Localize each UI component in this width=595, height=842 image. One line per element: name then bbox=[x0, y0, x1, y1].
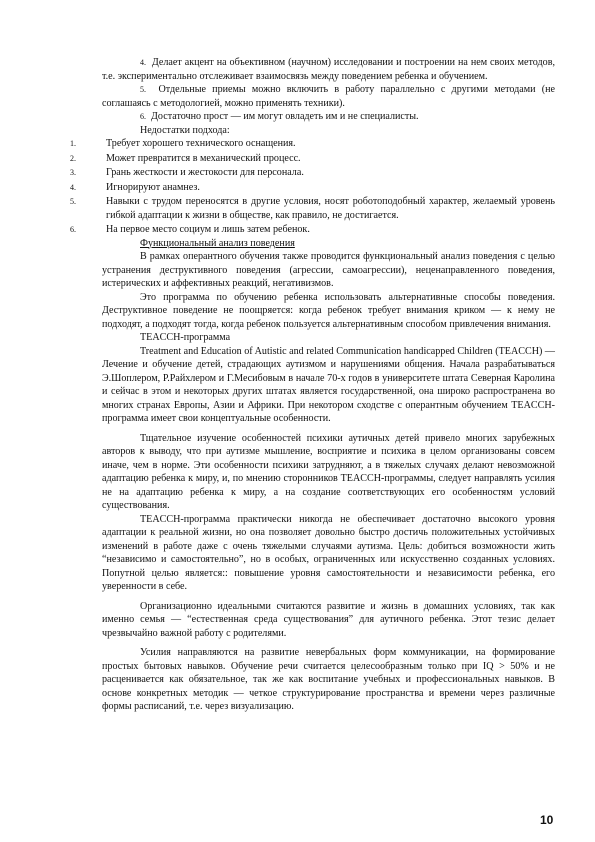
item-text: Навыки с трудом переносятся в другие условия, носят роботоподобный характер, желаемый уровень гибкой адаптации к жизни в обществе, как правило, не достигается. bbox=[106, 196, 555, 221]
list-item bbox=[70, 195, 555, 222]
disadvantages-list bbox=[70, 137, 555, 237]
list-item bbox=[70, 137, 555, 151]
paragraph: Организационно идеальными считаются развитие и жизнь в домашних условиях, так как именно семья — “естественная среда существования” для аутичного ребенка. Этот тезис делает чрезвычайно важной работу с родителями. bbox=[102, 600, 555, 639]
item-text: На первое место социум и лишь затем ребенок. bbox=[106, 224, 310, 235]
item-text: Игнорируют анамнез. bbox=[106, 181, 200, 193]
item-text: Грань жесткости и жестокости для персонала. bbox=[106, 167, 304, 178]
paragraph: В рамках оперантного обучения также проводится функциональный анализ поведения с целью устранения деструктивного поведения (агрессии, самоагрессии), неценаправленного поведения, истерических и аффективных реакций, негативизмов. bbox=[102, 251, 555, 289]
list-item bbox=[70, 223, 555, 237]
list-item bbox=[102, 83, 555, 110]
disadvantages-heading: Недостатки подхода: bbox=[140, 124, 230, 136]
paragraph: Тщательное изучение особенностей психики аутичных детей привело многих зарубежных авторов к выводу, что при аутизме мышление, восприятие и психика в целом организованы совсем иначе, чем в норме. Эти особенности психики затрудняют, а в тяжелых случаях делают невозможной адаптацию ребенка к миру, и, по мнению сторонников TEACCH-программы, следует направлять усилия не на адаптацию ребенка к миру, а на создание соответствующих его особенностям условий существования. bbox=[102, 432, 555, 511]
list-item bbox=[102, 56, 555, 83]
paragraph: TEACCH-программа практически никогда не обеспечивает достаточно высокого уровня адаптации к реальной жизни, но она позволяет довольно быстро достичь положительных устойчивых изменений в работе даже с очень тяжелыми случаями аутизма. Цель: добиться возможности жить “независимо и самостоятельно”, но в особых, ограниченных или искусственно созданных условиях. Попутной целью является:: повышение уровня самостоятельности и независимости ребенка, его уверенности в себе. bbox=[102, 513, 555, 592]
item-text: Требует хорошего технического оснащения. bbox=[106, 138, 296, 149]
document-body bbox=[70, 56, 556, 714]
item-number: 4. bbox=[70, 182, 76, 192]
item-number: 6. bbox=[140, 112, 146, 121]
list-item bbox=[102, 110, 555, 124]
paragraph: Это программа по обучению ребенка использовать альтернативные способы поведения. Деструктивное поведение не поощряется: когда ребенок требует внимания криком — к нему не подходят, а подходят тогда, когда ребенок пользуется альтернативным способом привлечения внимания. bbox=[102, 291, 555, 330]
paragraph: Усилия направляются на развитие невербальных форм коммуникации, на формирование простых бытовых навыков. Обучение речи считается целесообразным только при IQ > 50% и не расценивается как обязательное, так же как воспитание учебных и профессиональных навыков. В основе конкретных методик — четкое структурирование пространства и времени через различные формы расписаний, т.е. через визуализацию. bbox=[102, 647, 555, 712]
item-number: 4. bbox=[140, 58, 146, 67]
item-text: Достаточно прост — им могут овладеть им и не специалисты. bbox=[151, 111, 419, 122]
page-number: 10 bbox=[540, 813, 554, 827]
paragraph: Treatment and Education of Autistic and related Communication handicapped Children (TEACCH) — Лечение и обучение детей, страдающих аутизмом и нарушениями общения. Начала разрабатываться Э.Шоплером, Р.Райхлером и Г.Месибовым в начале 70-х годов в университете штата Северная Каролина и сейчас в этом и некоторых других штатах является государственной, она широко распространена во многих странах Европы, Азии и Африки. При некотором сходстве с оперантным обучением TEACCH-программа имеет свои концептуальные особенности. bbox=[102, 345, 555, 424]
item-text: Делает акцент на объективном (научном) исследовании и построении на нем своих методов, т.е. экспериментально отслеживает взаимосвязь между поведением ребенка и обучением. bbox=[102, 57, 556, 82]
item-number: 3. bbox=[70, 168, 76, 177]
item-text: Отдельные приемы можно включить в работу параллельно с другими методами (не соглашаясь с методологией, можно применять техники). bbox=[102, 84, 555, 109]
item-number: 6. bbox=[70, 225, 76, 234]
item-number: 1. bbox=[70, 139, 76, 148]
item-number: 5. bbox=[70, 197, 76, 206]
section-heading: Функциональный анализ поведения bbox=[140, 237, 295, 249]
section-heading: TEACCH-программа bbox=[140, 332, 231, 343]
item-number: 2. bbox=[70, 153, 76, 163]
item-number: 5. bbox=[140, 85, 146, 94]
item-text: Может превратится в механический процесс. bbox=[106, 152, 301, 164]
list-item bbox=[70, 181, 555, 195]
list-item bbox=[70, 152, 555, 166]
list-item bbox=[70, 166, 555, 180]
